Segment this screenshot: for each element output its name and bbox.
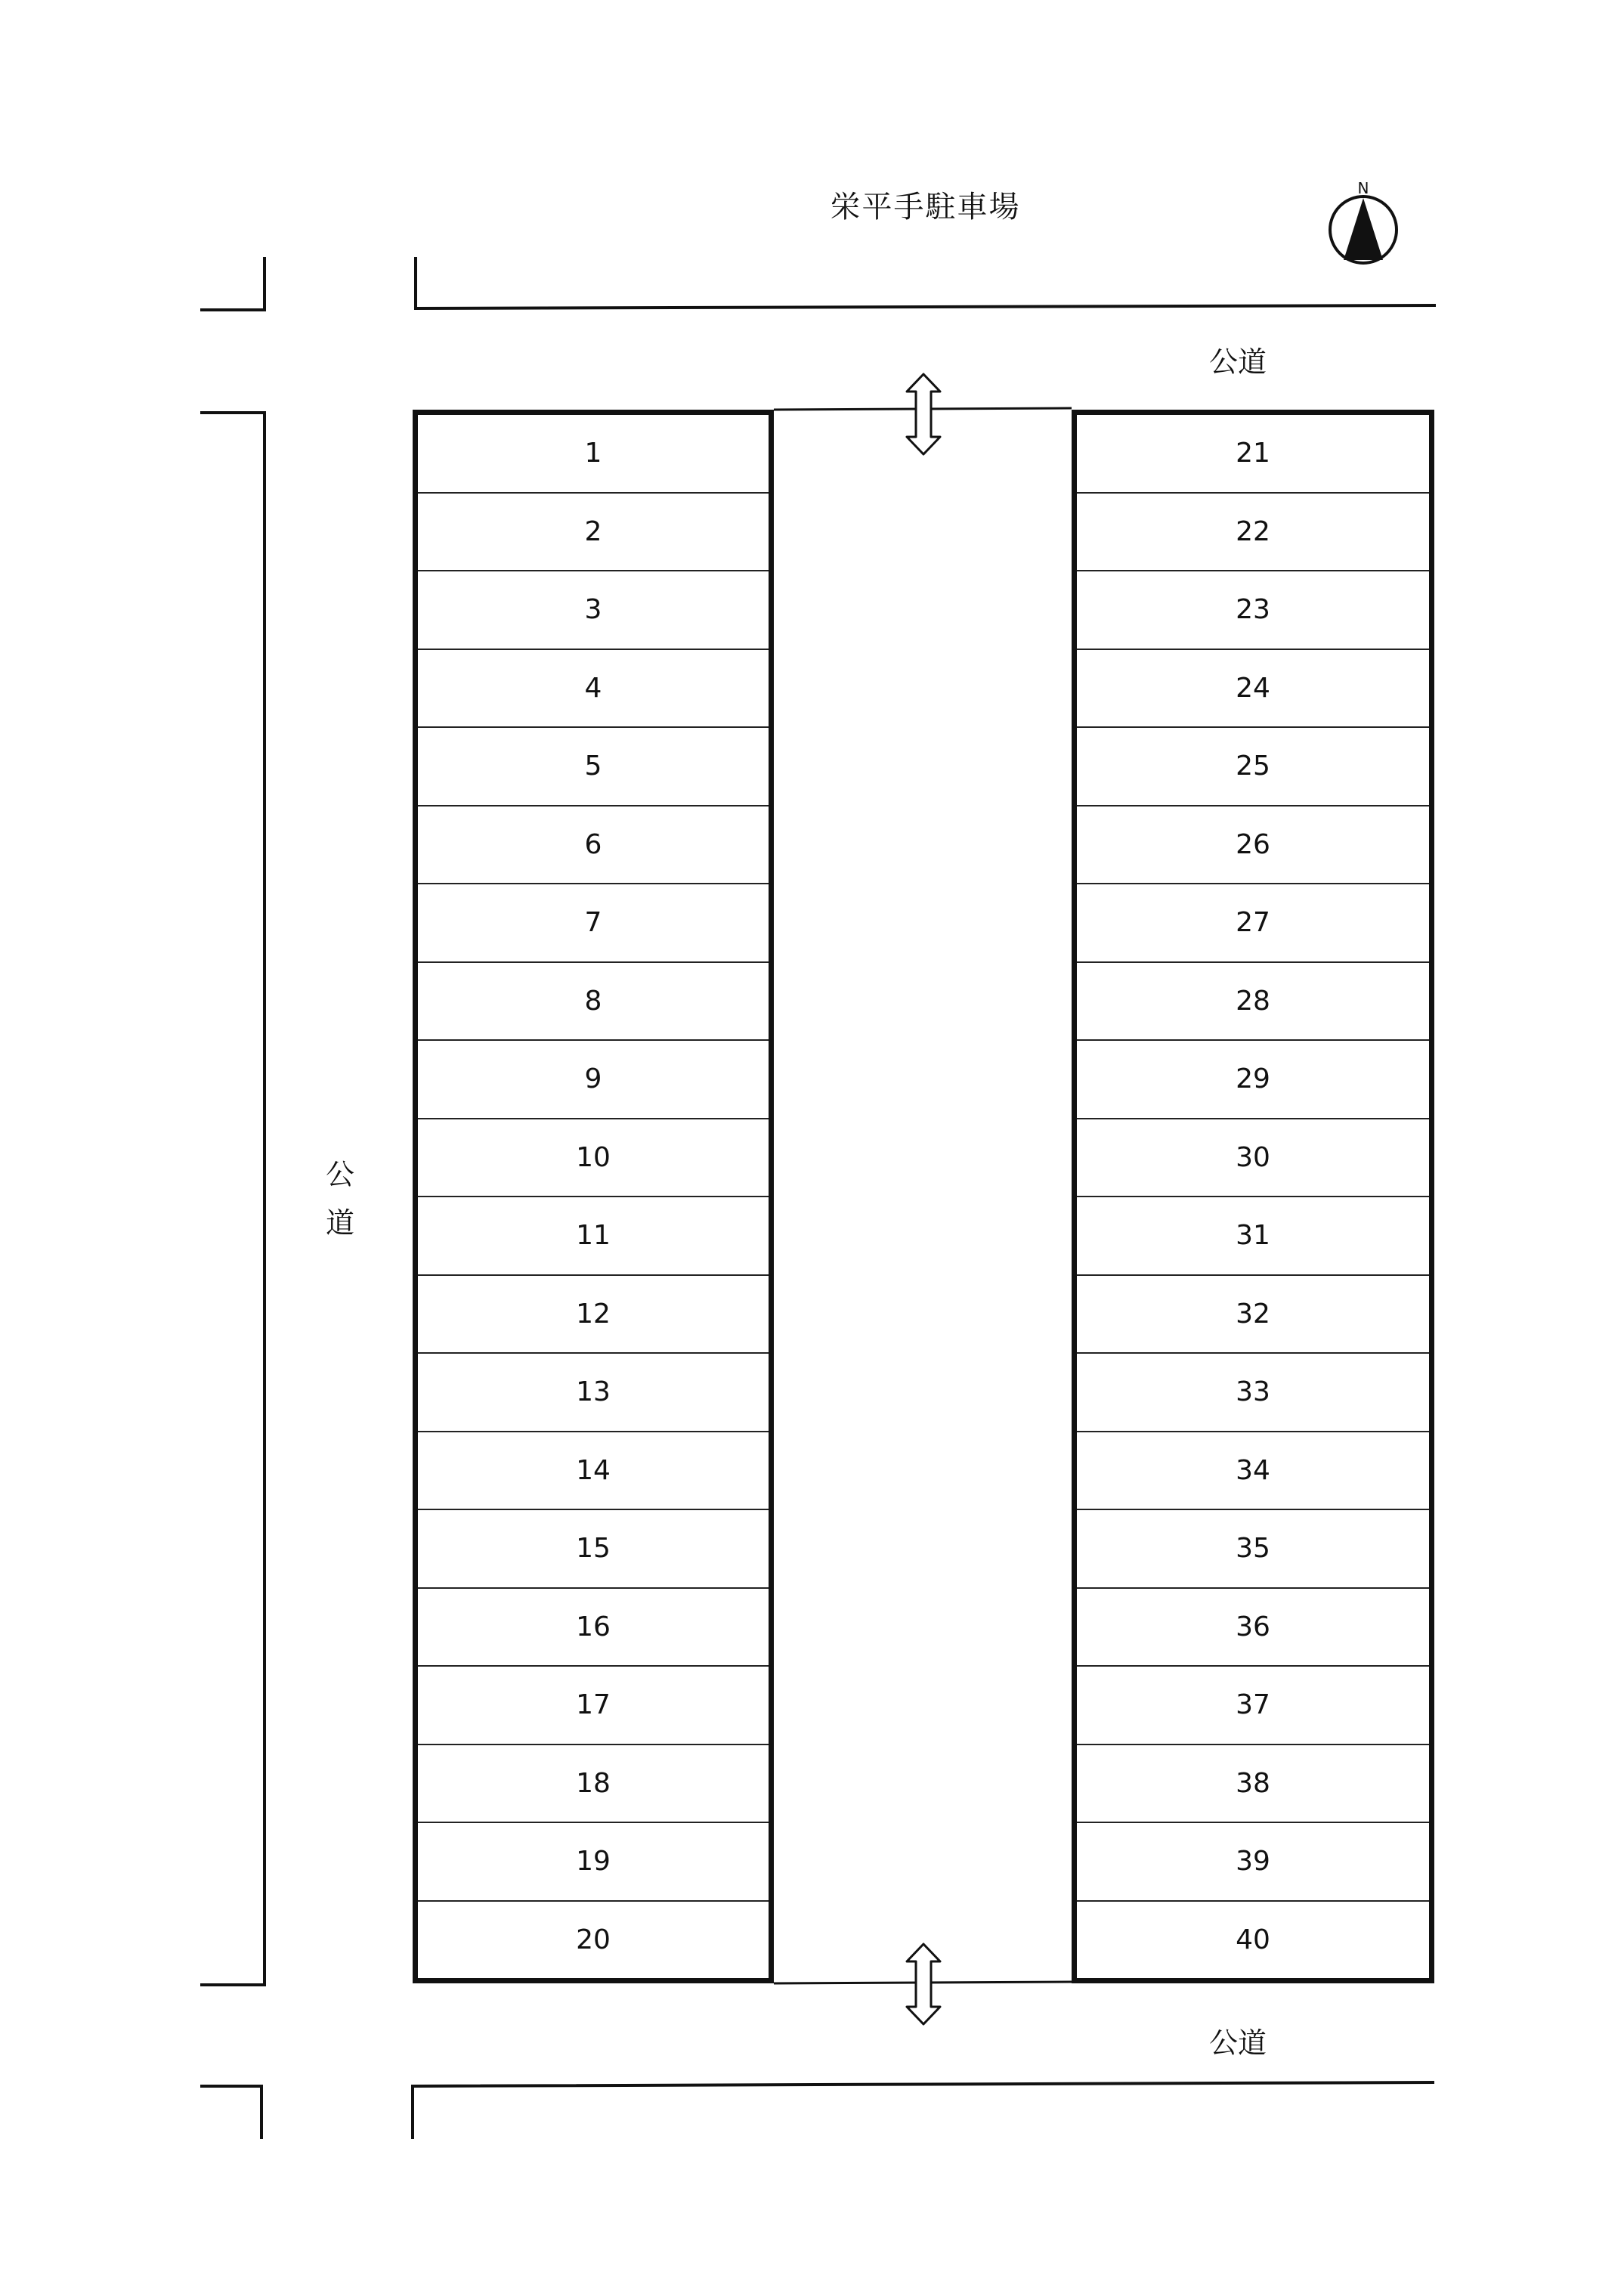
parking-stall: 33 (1077, 1354, 1429, 1432)
parking-stall: 15 (418, 1510, 769, 1589)
parking-stall: 32 (1077, 1276, 1429, 1354)
parking-row-left (413, 410, 774, 1983)
parking-stall: 11 (418, 1197, 769, 1276)
parking-stall: 27 (1077, 884, 1429, 963)
parking-stall: 25 (1077, 728, 1429, 806)
parking-stall: 12 (418, 1276, 769, 1354)
parking-stall: 9 (418, 1041, 769, 1119)
road-edge-top-left (200, 257, 264, 310)
parking-stall: 35 (1077, 1510, 1429, 1589)
parking-stall: 4 (418, 650, 769, 729)
parking-stall: 20 (576, 1924, 611, 1955)
parking-stall: 2 (418, 494, 769, 572)
road-edge-bottom-left (200, 2086, 261, 2139)
parking-stall: 29 (1077, 1041, 1429, 1119)
entrance-arrow-top-icon (907, 374, 940, 454)
parking-stall: 16 (418, 1589, 769, 1667)
road-edge-left (200, 413, 264, 1985)
parking-stall: 36 (1077, 1589, 1429, 1667)
parking-stall: 26 (1077, 806, 1429, 885)
road-edge-top-right (416, 257, 1436, 308)
parking-stall: 21 (1077, 415, 1429, 494)
parking-stall: 14 (418, 1432, 769, 1511)
parking-stall: 5 (418, 728, 769, 806)
parking-stall: 31 (1077, 1197, 1429, 1276)
parking-stall: 37 (1077, 1667, 1429, 1745)
road-label-top: 公道 (1209, 345, 1267, 379)
parking-stall: 30 (1077, 1119, 1429, 1198)
parking-stall: 23 (1077, 571, 1429, 650)
parking-stall: 39 (1077, 1823, 1429, 1902)
road-edge-bottom-right (413, 2082, 1434, 2139)
parking-stall: 34 (1077, 1432, 1429, 1511)
parking-stall: 3 (418, 571, 769, 650)
parking-stall: 18 (418, 1745, 769, 1824)
parking-stall: 1 (418, 415, 769, 494)
parking-stall: 38 (1077, 1745, 1429, 1824)
parking-stall: 8 (418, 963, 769, 1042)
road-label-left (317, 1150, 363, 1247)
parking-stall: 40 (1236, 1924, 1270, 1955)
road-label-left-char-2: 道 (325, 1206, 354, 1240)
parking-stall: 10 (418, 1119, 769, 1198)
lot-title: 栄平手駐車場 (830, 190, 1021, 224)
road-label-bottom: 公道 (1209, 2026, 1267, 2060)
parking-stall: 22 (1077, 494, 1429, 572)
parking-stall: 19 (418, 1823, 769, 1902)
compass-label: N (1357, 179, 1369, 197)
parking-stall: 28 (1077, 963, 1429, 1042)
parking-row-right (1072, 410, 1434, 1983)
parking-stall: 13 (418, 1354, 769, 1432)
entrance-arrow-bottom-icon (907, 1944, 940, 2024)
parking-stall: 17 (418, 1667, 769, 1745)
road-label-left-char-1: 公 (325, 1158, 354, 1191)
parking-stall: 7 (418, 884, 769, 963)
parking-stall: 24 (1077, 650, 1429, 729)
parking-stall: 6 (418, 806, 769, 885)
